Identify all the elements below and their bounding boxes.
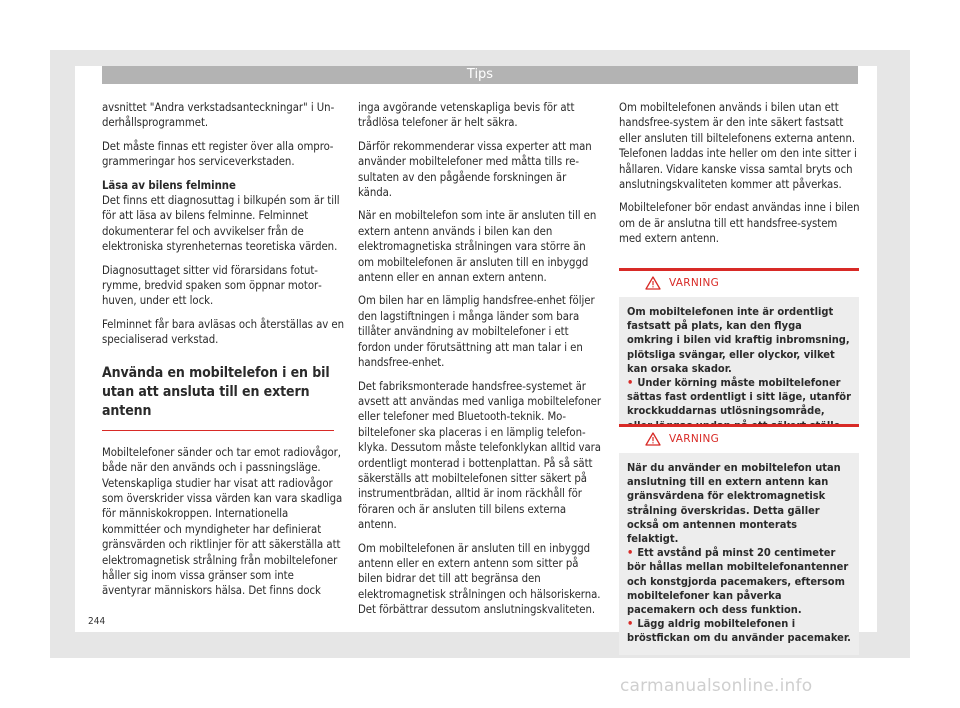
paragraph: Mobiltelefoner bör endast användas inne i bilen om de är anslutna till ett handsfree-system med extern antenn. [619,201,860,246]
paragraph: Om bilen har en lämplig handsfree-enhet följer den lagstiftningen i många länder som bara tillåter användning av mobiltelefoner i ett fordon under förutsättning att man talar i en handsfree-enhet. [358,294,595,370]
paragraph: Det finns ett diagnosuttag i bilkupén som är till för att läsa av bilens felminne. Felminnet dokumenterar fel och avvikelser från de elektroniska styrenheternas teoretiska värden. [102,194,340,254]
page-number: 244 [88,616,106,627]
paragraph: Felminnet får bara avläsas och återställas av en specialiserad verkstad. [102,317,345,347]
paragraph: Det fabriksmonterade handsfree-systemet är avsett att användas med vanliga mobiltelefoner eller telefoner med Bluetooth-teknik. Mobiltelefoner ska placeras i en lämplig telefonklyka. Dessutom måste telefonklykan alltid vara ordentligt monterad i bottenplattan. På så sätt säkerställs att mobiltelefonen sitter säkert på instrumentbrädan, alltid är inom räckhåll för föraren och är ansluten till bilens externa antenn. [358,379,601,532]
paragraph: När en mobiltelefon som inte är ansluten till en extern antenn används i bilen kan den elektromagnetiska strålningen vara större än om mobiltelefonen är ansluten till en inbyggd antenn eller en annan extern antenn. [358,209,597,285]
page-header-title: Tips [102,66,858,84]
warning-box [619,268,859,442]
paragraph: avsnittet "Andra verkstadsanteckningar" i Underhållsprogrammet. [102,101,335,130]
paragraph: Om mobiltelefonen används i bilen utan ett handsfree-system är den inte säkert fastsatt eller ansluten till biltelefonens externa antenn. Telefonen laddas inte heller om den inte sitter i hållaren. Vidare kanske vissa samtal bryts och anslutningskvaliteten kommer att påverkas. [619,101,857,192]
warning-body [619,297,859,442]
warning-triangle-icon [645,276,661,290]
warning-label: VARNING [669,433,720,445]
bullet-icon: • [627,617,634,631]
paragraph: Om mobiltelefonen är ansluten till en inbyggd antenn eller en extern antenn som sitter på bilen bidrar det till att begränsa den elektromagnetisk strålningen och hälsoriskerna. Det förbättrar dessutom anslutningskvaliteten. [358,541,601,617]
paragraph: Det måste finnas ett register över alla omprogrammeringar hos serviceverkstaden. [102,139,334,169]
column-right [619,100,862,255]
warning-text: Om mobiltelefonen inte är ordentligt fastsatt på plats, kan den flyga omkring i bilen vid kraftig inbromsning, plötsliga svängar, eller olyckor, vilket kan orsaka skador. [627,305,850,375]
column-middle [358,100,601,626]
warning-body [619,453,859,655]
section-title: Använda en mobiltelefon i en bil utan att ansluta till en extern antenn [102,364,334,431]
warning-label: VARNING [669,277,720,289]
paragraph: inga avgörande vetenskapliga bevis för att trådlösa telefoner är helt säkra. [358,101,575,130]
column-left [102,100,345,607]
warning-header [619,424,859,453]
warning-box [619,424,859,655]
paragraph: Därför rekommenderar vissa experter att man använder mobiltelefoner med måtta tills resultaten av den pågående forskningen är kända. [358,139,592,200]
warning-triangle-icon [645,432,661,446]
warning-bullet: • Ett avstånd på minst 20 centimeter bör hållas mellan mobiltelefonantenner och konstgjorda pacemakers, eftersom mobiltelefoner kan påverka pacemakern och dess funktion. [627,546,849,617]
paragraph: Mobiltelefoner sänder och tar emot radiovågor, både när den används och i passningsläge. Vetenskapliga studier har visat att radiovågor som överskrider vissa värden kan vara skadliga för människokroppen. Internationella kommittéer och myndigheter har definierat gränsvärden och riktlinjer för att säkerställa att elektromagnetisk strålning från mobiltelefoner håller sig inom vissa gränser som inte äventyrar människors hälsa. Det finns dock [102,445,343,598]
subheading: Läsa av bilens felminne [102,178,236,192]
warning-bullet: • Under körning måste mobiltelefoner sättas fast ordentligt i sitt läge, utanför krockkuddarnas utlösningsområde, [627,376,851,418]
bullet-icon: • [627,376,634,390]
paragraph: Diagnosuttaget sitter vid förarsidans fotutrymme, bredvid spaken som öppnar motorhuven, under ett lock. [102,263,322,308]
watermark: carmanualsonline.info [620,676,813,696]
bullet-icon: • [627,546,634,560]
warning-header [619,268,859,297]
warning-bullet: • Lägg aldrig mobiltelefonen i bröstfickan om du använder pacemaker. [627,617,851,645]
warning-text: När du använder en mobiltelefon utan anslutning till en extern antenn kan gränsvärdena för elektromagnetisk strålning överskridas. Detta gäller också om antennen monterats felaktigt. [627,461,841,546]
